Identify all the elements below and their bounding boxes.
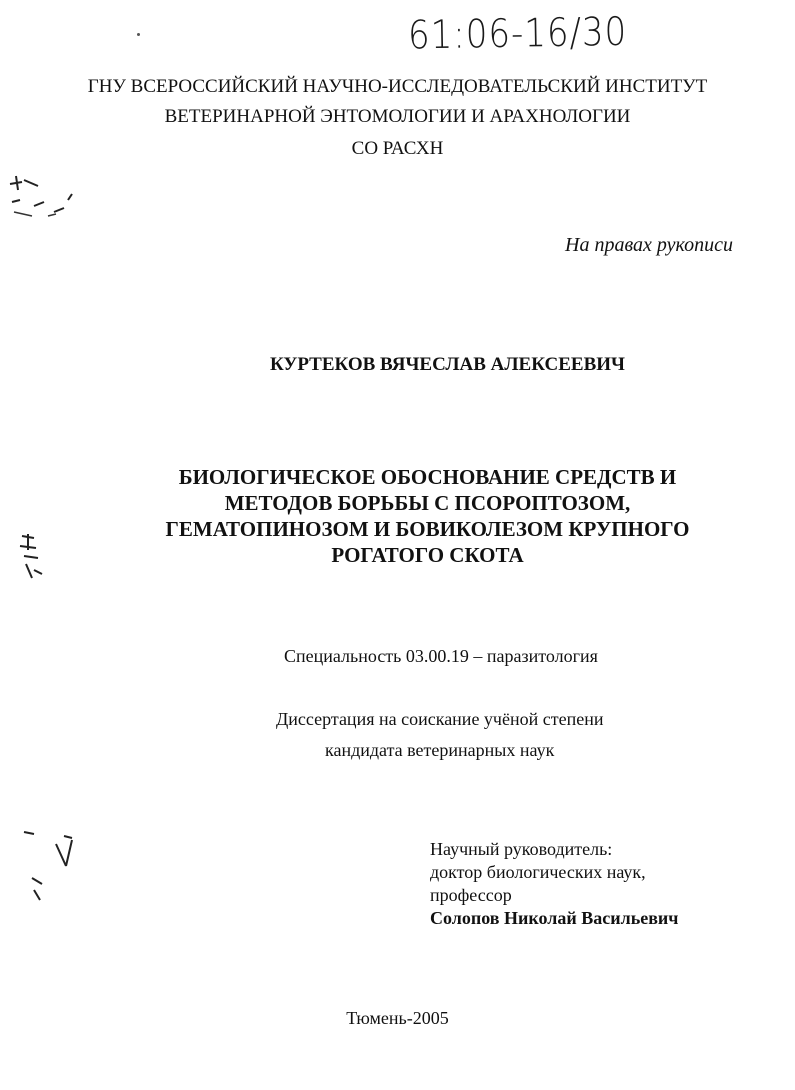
scan-speck [137, 33, 140, 36]
institution-line-2: ВЕТЕРИНАРНОЙ ЭНТОМОЛОГИИ И АРАХНОЛОГИИ [164, 106, 631, 127]
author-name: КУРТЕКОВ ВЯЧЕСЛАВ АЛЕКСЕЕВИЧ [270, 354, 625, 375]
degree-line-1: Диссертация на соискание учёной степени [276, 709, 604, 729]
adviser-title: профессор [430, 885, 512, 905]
dissertation-title [155, 464, 700, 568]
margin-stamp-mark [14, 826, 84, 910]
institution-line-3: СО РАСХН [351, 138, 444, 159]
adviser-name: Солопов Николай Васильевич [430, 908, 679, 928]
title-line: ГЕМАТОПИНОЗОМ И БОВИКОЛЕЗОМ КРУПНОГО [165, 517, 690, 541]
adviser-role: Научный руководитель: [430, 839, 613, 859]
margin-stamp-mark [14, 530, 54, 586]
rights-notice: На правах рукописи [565, 234, 733, 256]
institution-line-1: ГНУ ВСЕРОССИЙСКИЙ НАУЧНО-ИССЛЕДОВАТЕЛЬСКИЙ ИНСТИТУТ [87, 76, 708, 97]
archive-number-handwritten: 61:06-16/30 [407, 9, 628, 59]
city-year: Тюмень-2005 [346, 1008, 449, 1028]
title-line: БИОЛОГИЧЕСКОЕ ОБОСНОВАНИЕ СРЕДСТВ И [178, 465, 677, 489]
margin-stamp-mark [4, 172, 76, 224]
title-line: РОГАТОГО СКОТА [331, 543, 524, 567]
degree-line-2: кандидата ветеринарных наук [325, 740, 555, 760]
scientific-adviser [430, 838, 678, 930]
specialty: Специальность 03.00.19 – паразитология [284, 646, 598, 666]
title-line: МЕТОДОВ БОРЬБЫ С ПСОРОПТОЗОМ, [224, 491, 631, 515]
adviser-degree: доктор биологических наук, [430, 862, 646, 882]
